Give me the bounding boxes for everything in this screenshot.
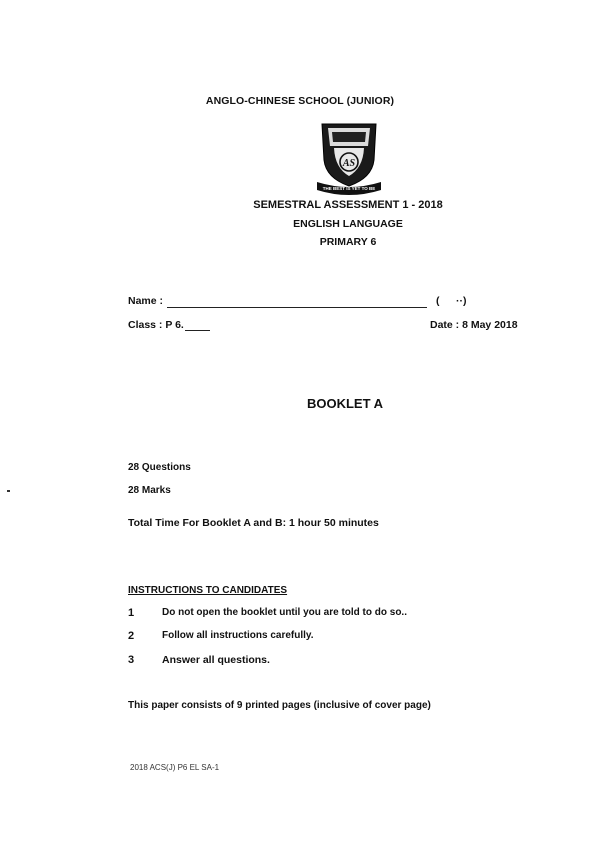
school-crest-logo [316, 120, 382, 196]
name-field-line[interactable] [167, 307, 427, 308]
svg-text:THE BEST IS YET TO BE: THE BEST IS YET TO BE [322, 186, 376, 191]
instruction-number: 2 [128, 630, 135, 642]
total-marks: 28 Marks [128, 485, 171, 496]
instructions-heading: INSTRUCTIONS TO CANDIDATES [128, 585, 288, 596]
pages-note: This paper consists of 9 printed pages (inclusive of cover page) [128, 700, 431, 711]
instruction-number: 3 [128, 654, 135, 666]
class-field-line[interactable] [185, 330, 210, 331]
instruction-text: Do not open the booklet until you are told to do so.. [162, 607, 407, 618]
svg-text:AS: AS [342, 158, 356, 169]
booklet-title: BOOKLET A [306, 396, 384, 411]
assessment-title: SEMESTRAL ASSESSMENT 1 - 2018 [253, 199, 443, 211]
class-label: Class : P 6. [128, 319, 184, 331]
scan-mark [7, 490, 10, 492]
level-title: PRIMARY 6 [319, 236, 377, 248]
school-name: ANGLO-CHINESE SCHOOL (JUNIOR) [205, 95, 395, 107]
total-time: Total Time For Booklet A and B: 1 hour 50 minutes [128, 517, 379, 529]
instruction-number: 1 [128, 607, 135, 619]
instruction-text: Follow all instructions carefully. [162, 630, 314, 641]
exam-date: Date : 8 May 2018 [430, 319, 518, 331]
paper-code: 2018 ACS(J) P6 EL SA-1 [130, 763, 220, 772]
register-number-close: ··) [456, 295, 467, 307]
question-count: 28 Questions [128, 462, 191, 473]
instruction-text: Answer all questions. [162, 654, 270, 666]
name-label: Name : [128, 295, 164, 307]
subject-title: ENGLISH LANGUAGE [293, 218, 403, 230]
register-number-open: ( [436, 295, 440, 307]
